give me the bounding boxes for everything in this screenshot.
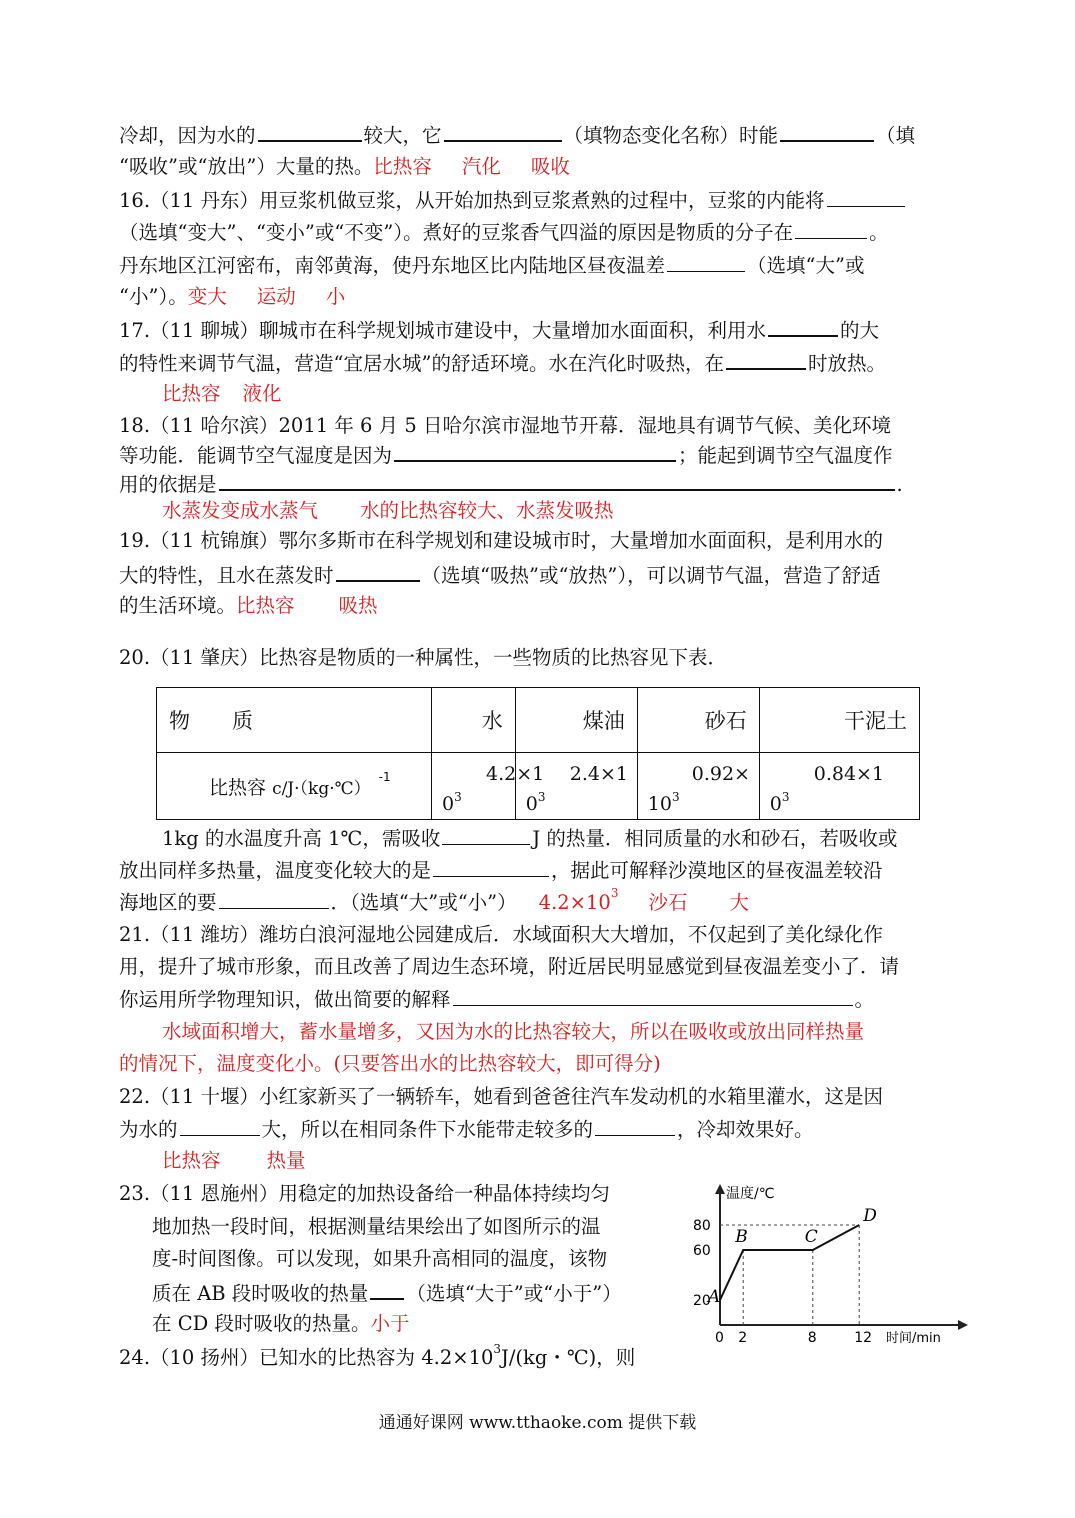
q23-line-1: 23.（11 恩施州）用稳定的加热设备给一种晶体持续均匀 xyxy=(119,1182,611,1205)
blank xyxy=(795,219,867,239)
q17-answers xyxy=(162,381,1002,407)
q24-line-1: 24.（10 扬州）已知水的比热容为 $4.2\times 10^3J/(kg$・℃)，则 xyxy=(119,1342,636,1369)
q21-answer-1 xyxy=(162,1019,1002,1045)
table-cell: 比热容 c/J·（kg·℃）$^{-1}$ xyxy=(157,753,432,820)
q19-line-2: 大的特性，且水在蒸发时 （选填“吸热”或“放热”），可以调节气温，营造了舒适 xyxy=(119,561,959,587)
point-label-D: D xyxy=(863,1206,877,1226)
answer: 汽化 xyxy=(461,155,501,178)
x-tick-label: 0 xyxy=(715,1330,724,1345)
answer: 热量 xyxy=(266,1149,306,1172)
q23-line-4: 质在 AB 段时吸收的热量 （选填“大于”或“小于”） xyxy=(152,1279,992,1305)
point-label-B: B xyxy=(735,1227,748,1247)
x-axis-label: 时间/min xyxy=(886,1331,941,1345)
y-tick-label: 60 xyxy=(693,1243,711,1259)
answer: 吸热 xyxy=(338,594,378,617)
q21-answer-2 xyxy=(119,1051,959,1077)
blank xyxy=(219,470,895,491)
answer: 沙石 xyxy=(648,891,688,914)
table-header-cell: 干泥土 xyxy=(759,688,919,753)
table-header-cell: 水 xyxy=(432,688,516,753)
q18-answers xyxy=(162,498,1002,524)
q18-line-1: 18.（11 哈尔滨）2011 年 6 月 5 日哈尔滨市湿地节开幕．湿地具有调节气候、美化环境 xyxy=(119,414,891,437)
q23-line-2: 地加热一段时间，根据测量结果绘出了如图所示的温 xyxy=(152,1215,601,1238)
answer: 水的比热容较大、水蒸发吸热 xyxy=(360,499,614,522)
q21-line-2: 用，提升了城市形象，而且改善了周边生态环境，附近居民明显感觉到昼夜温差变小了．请 xyxy=(119,955,900,978)
answer: 小 xyxy=(325,285,346,308)
table-row xyxy=(157,753,920,820)
table-header-cell: 煤油 xyxy=(515,688,637,753)
q15-line-2: “吸收”或“放出”）大量的热。比热容 汽化 吸收 xyxy=(119,155,570,178)
q21-line-1: 21.（11 潍坊）潍坊白浪河湿地公园建成后．水域面积大大增加，不仅起到了美化绿化作 xyxy=(119,923,884,946)
q20-line-1: 20.（11 肇庆）比热容是物质的一种属性，一些物质的比热容见下表． xyxy=(119,646,728,669)
table-cell: 4.2×1 $0^3$ xyxy=(432,753,516,820)
answer: 运动 xyxy=(256,285,296,308)
answer: 液化 xyxy=(242,382,282,405)
answer: 吸收 xyxy=(530,155,570,178)
y-axis-label: 温度/℃ xyxy=(726,1186,775,1202)
q17-line-1: 17.（11 聊城）聊城市在科学规划城市建设中，大量增加水面面积，利用水 的大 xyxy=(119,316,959,342)
q19-line-1: 19.（11 杭锦旗）鄂尔多斯市在科学规划和建设城市时，大量增加水面面积，是利用水的 xyxy=(119,529,884,552)
footer-text: 通通好课网 www.tthaoke.com 提供下载 xyxy=(378,1413,697,1433)
table-row xyxy=(157,688,920,753)
blank xyxy=(453,986,853,1006)
q20-line-3: 放出同样多热量，温度变化较大的是 ，据此可解释沙漠地区的昼夜温差较沿 xyxy=(119,859,883,882)
answer: 比热容 xyxy=(236,594,295,617)
table-cell: 0.84×1 $0^3$ xyxy=(759,753,919,820)
q23-line-3: 度-时间图像。可以发现，如果升高相同的温度，该物 xyxy=(152,1247,608,1270)
q23-line-5: 在 CD 段时吸收的热量。小于 xyxy=(152,1312,410,1335)
q20-line-2: 1kg 的水温度升高 1℃，需吸收 J 的热量．相同质量的水和砂石，若吸收或 xyxy=(162,827,898,850)
answer: 小于 xyxy=(370,1312,410,1335)
answer: 比热容 xyxy=(162,1149,221,1172)
point-label-A: A xyxy=(708,1287,721,1307)
blank xyxy=(433,857,549,877)
blank xyxy=(258,121,362,142)
q22-answers xyxy=(162,1148,1002,1174)
q18-line-3: 用的依据是 . xyxy=(119,470,959,496)
blank xyxy=(768,316,838,337)
q18-line-2: 等功能．能调节空气湿度是因为 ；能起到调节空气温度作 xyxy=(119,441,959,467)
x-tick-label: 2 xyxy=(738,1330,748,1345)
answer: $4.2\times 10^3$ xyxy=(538,886,619,914)
answer: 大 xyxy=(729,891,749,914)
q16-line-3: 丹东地区江河密布，南邻黄海，使丹东地区比内陆地区昼夜温差 （选填“大”或 xyxy=(119,254,865,277)
blank xyxy=(180,1116,260,1136)
blank xyxy=(667,252,745,272)
answer: 的情况下，温度变化小。(只要答出水的比热容较大，即可得分) xyxy=(119,1052,661,1075)
y-tick-label: 80 xyxy=(693,1218,711,1234)
x-tick-label: 8 xyxy=(807,1330,817,1345)
table-header-cell: 物 质 xyxy=(157,688,432,753)
y-tick-label: 20 xyxy=(693,1293,711,1309)
specific-heat-table xyxy=(156,687,920,820)
point-label-C: C xyxy=(804,1227,818,1247)
blank xyxy=(444,121,562,142)
answer: 比热容 xyxy=(162,382,221,405)
q19-line-3: 的生活环境。比热容 吸热 xyxy=(119,594,378,617)
q17-line-2: 的特性来调节气温，营造“宜居水城”的舒适环境。水在汽化时吸热，在 时放热。 xyxy=(119,349,959,375)
blank xyxy=(370,1279,404,1300)
answer: 比热容 xyxy=(373,155,432,178)
blank xyxy=(336,561,420,582)
q20-line-4: 海地区的要 ．（选填“大”或“小”） $4.2\times 10^3$ 沙石 大 xyxy=(119,886,749,914)
q22-line-2: 为水的 大，所以在相同条件下水能带走较多的 ，冷却效果好。 xyxy=(119,1118,814,1141)
blank xyxy=(595,1116,675,1136)
blank xyxy=(442,825,530,845)
blank xyxy=(827,187,905,207)
blank xyxy=(780,121,874,142)
y-axis-arrow-icon xyxy=(715,1184,725,1194)
blank xyxy=(726,349,806,370)
answer: 变大 xyxy=(187,285,227,308)
blank xyxy=(219,889,329,909)
q21-line-3: 你运用所学物理知识，做出简要的解释 。 xyxy=(119,988,875,1011)
x-axis-arrow-icon xyxy=(958,1320,968,1330)
x-tick-label: 12 xyxy=(854,1330,873,1345)
q16-line-1: 16.（11 丹东）用豆浆机做豆浆，从开始加热到豆浆煮熟的过程中，豆浆的内能将 xyxy=(119,187,959,213)
blank xyxy=(394,441,676,462)
q16-line-4: “小”）。变大 运动 小 xyxy=(119,285,346,308)
table-cell: 2.4×1 $0^3$ xyxy=(515,753,637,820)
temperature-time-chart xyxy=(690,1180,970,1345)
q22-line-1: 22.（11 十堰）小红家新买了一辆轿车，她看到爸爸往汽车发动机的水箱里灌水，这是因 xyxy=(119,1085,884,1108)
answer: 水域面积增大，蓄水量增多，又因为水的比热容较大，所以在吸收或放出同样热量 xyxy=(162,1020,865,1043)
q16-line-2: （选填“变大”、“变小”或“不变”）。煮好的豆浆香气四溢的原因是物质的分子在 。 xyxy=(119,221,889,244)
table-header-cell: 砂石 xyxy=(637,688,759,753)
q15-line-1: 冷却，因为水的 较大，它 （填物态变化名称）时能 （填 xyxy=(119,121,959,147)
table-cell: 0.92× $10^3$ xyxy=(637,753,759,820)
answer: 水蒸发变成水蒸气 xyxy=(162,499,319,522)
